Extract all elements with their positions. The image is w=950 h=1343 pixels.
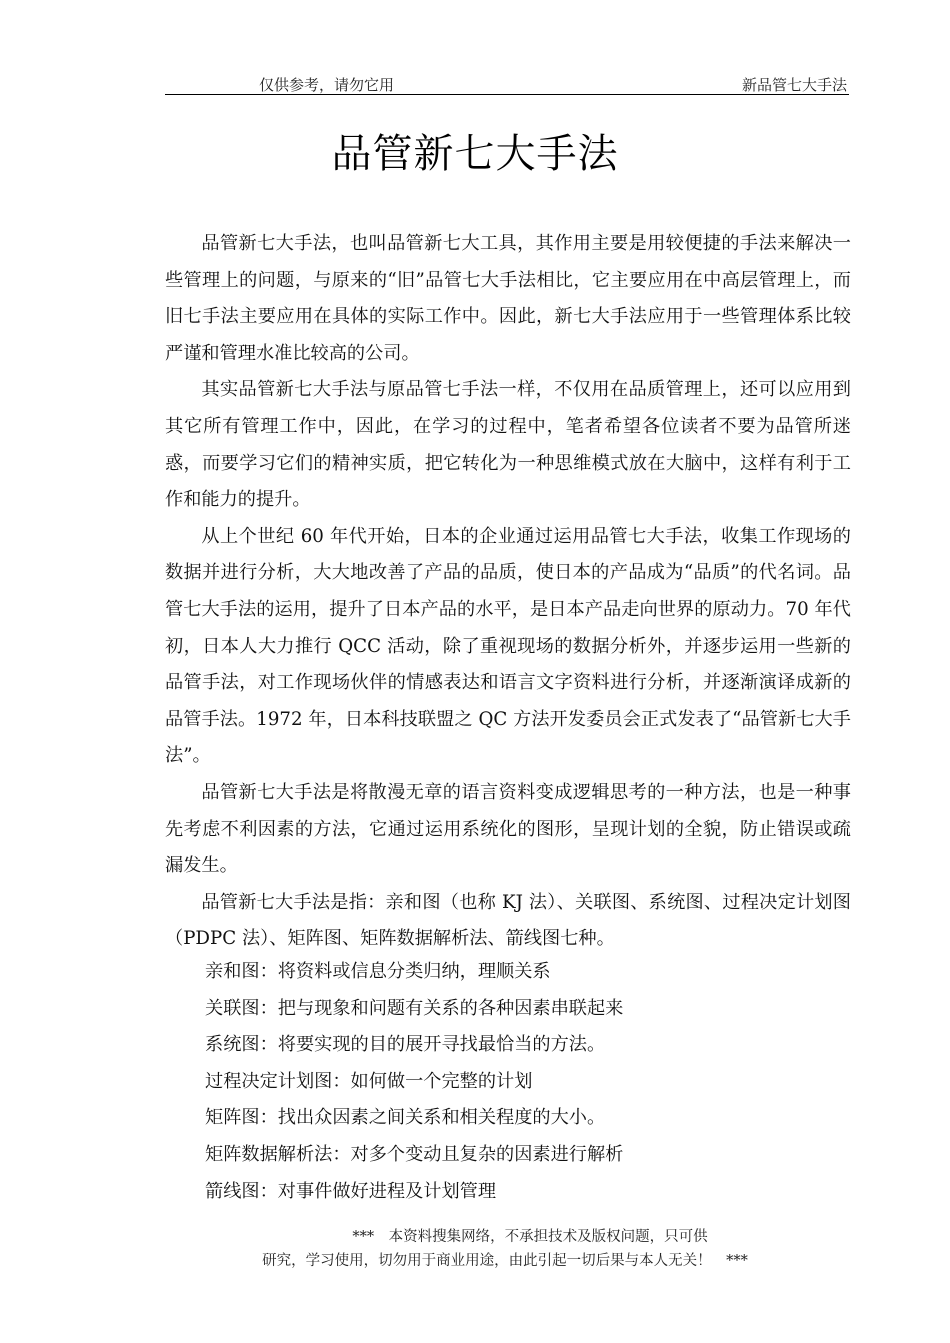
page-footer	[0, 1225, 950, 1273]
paragraph: 从上个世纪 60 年代开始，日本的企业通过运用品管七大手法，收集工作现场的数据并进行分析，大大地改善了产品的品质，使日本的产品成为“品质”的代名词。品管七大手法的运用，提升了日本产品的水平，是日本产品走向世界的原动力。70 年代初，日本人大力推行 QCC 活动，除了重视现场的数据分析外，并逐步运用一些新的品管手法，对工作现场伙伴的情感表达和语言文字资料进行分析，并逐渐演译成新的品管手法。1972 年，日本科技联盟之 QC 方法开发委员会正式发表了“品管新七大手法”。	[165, 525, 851, 767]
header-right-text: 新品管七大手法	[741, 76, 847, 94]
footer-line-1: *** 本资料搜集网络，不承担技术及版权问题，只可供	[352, 1229, 708, 1245]
list-item: 矩阵图：找出众因素之间关系和相关程度的大小。	[205, 1107, 606, 1129]
paragraph: 品管新七大手法，也叫品管新七大工具，其作用主要是用较便捷的手法来解决一些管理上的问题，与原来的“旧”品管七大手法相比，它主要应用在中高层管理上，而旧七手法主要应用在具体的实际工作中。因此，新七大手法应用于一些管理体系比较严谨和管理水准比较高的公司。	[165, 233, 851, 364]
page-header	[165, 62, 849, 95]
paragraph: 其实品管新七大手法与原品管七手法一样，不仅用在品质管理上，还可以应用到其它所有管理工作中，因此，在学习的过程中，笔者希望各位读者不要为品管所迷惑，而要学习它们的精神实质，把它转化为一种思维模式放在大脑中，这样有利于工作和能力的提升。	[165, 379, 851, 511]
footer-line-2: 研究，学习使用，切勿用于商业用途，由此引起一切后果与本人无关！ ***	[262, 1253, 748, 1269]
paragraph: 品管新七大手法是指：亲和图（也称 KJ 法）、关联图、系统图、过程决定计划图（PDPC 法）、矩阵图、矩阵数据解析法、箭线图七种。	[165, 891, 851, 950]
list-item: 系统图：将要实现的目的展开寻找最恰当的方法。	[205, 1034, 606, 1056]
document-body	[165, 226, 851, 958]
list-item: 亲和图：将资料或信息分类归纳，理顺关系	[205, 961, 551, 982]
list-item: 箭线图：对事件做好进程及计划管理	[205, 1180, 497, 1202]
list-item: 过程决定计划图：如何做一个完整的计划	[205, 1070, 533, 1092]
header-left-text: 仅供参考，请勿它用	[259, 76, 395, 94]
document-title: 品管新七大手法	[331, 131, 619, 177]
tool-list	[205, 954, 623, 1210]
list-item: 关联图：把与现象和问题有关系的各种因素串联起来	[205, 997, 624, 1019]
paragraph: 品管新七大手法是将散漫无章的语言资料变成逻辑思考的一种方法，也是一种事先考虑不利因素的方法，它通过运用系统化的图形，呈现计划的全貌，防止错误或疏漏发生。	[165, 781, 851, 877]
list-item: 矩阵数据解析法：对多个变动且复杂的因素进行解析	[205, 1143, 624, 1165]
